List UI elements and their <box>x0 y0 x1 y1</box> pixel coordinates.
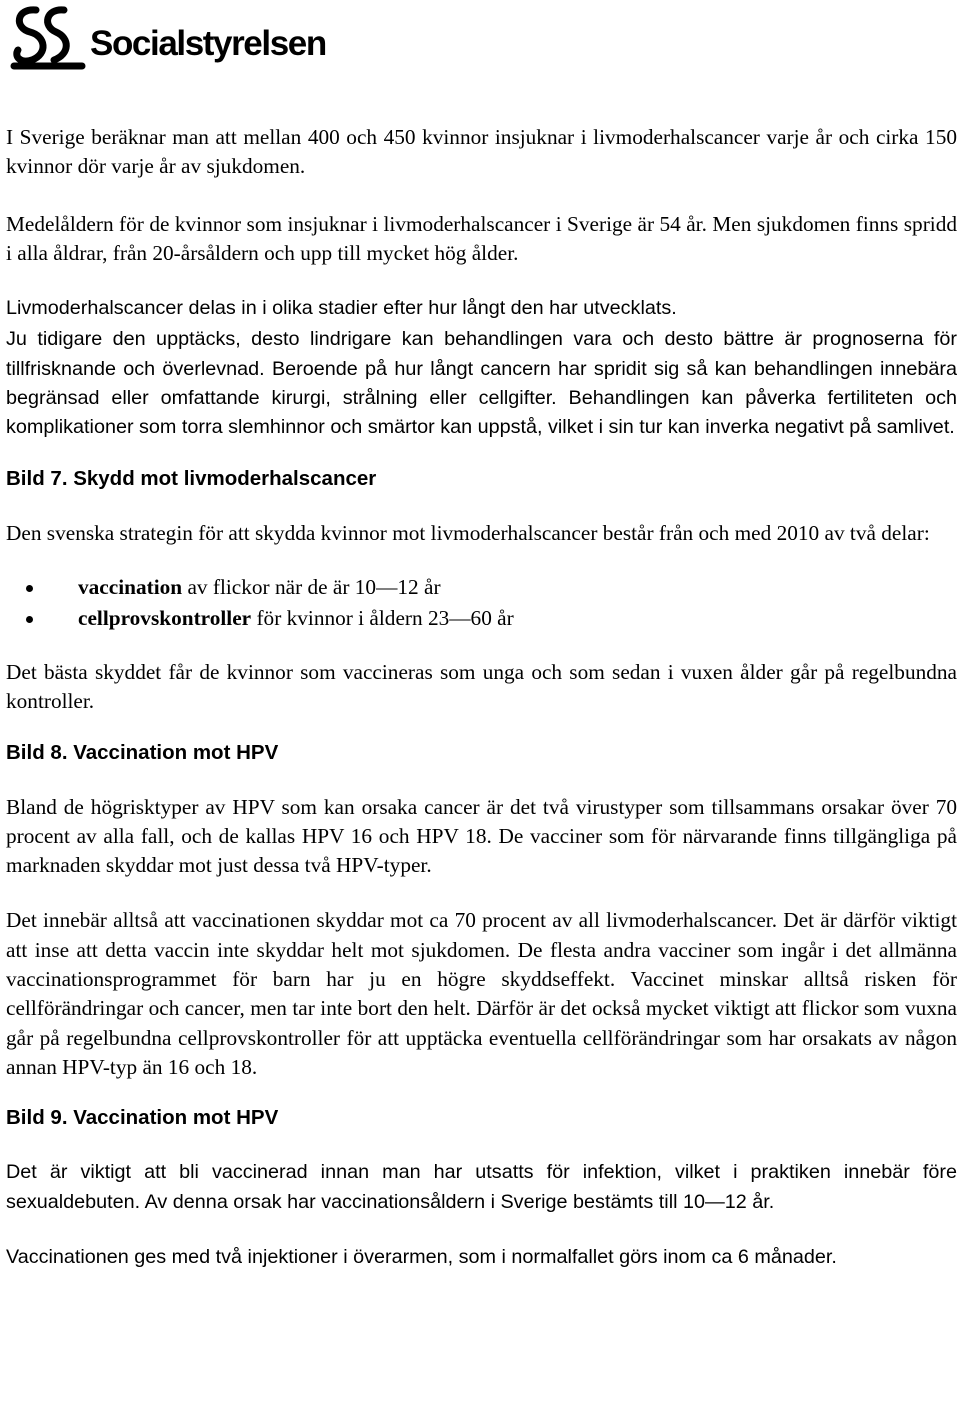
heading-bild-8: Bild 8. Vaccination mot HPV <box>6 740 279 764</box>
bullet-icon <box>26 585 33 592</box>
paragraph-vaccination-age: Det är viktigt att bli vaccinerad innan man har utsatts för infektion, vilket i praktiken innebär före sexualdebuten. Av denna orsak har vaccinationsåldern i Sverige bestämts till 10—12 år. <box>6 1161 957 1213</box>
brand-name: Socialstyrelsen <box>90 24 326 63</box>
list-item-text: för kvinnor i åldern 23—60 år <box>251 605 514 630</box>
paragraph-hpv-types: Bland de högrisktyper av HPV som kan orsaka cancer är det två virustyper som tillsammans orsakar över 70 procent av alla fall, och de kallas HPV 16 och HPV 18. De vacciner som för närvarande finns tillgängliga på marknaden skyddar mot just dessa två HPV-typer. <box>6 794 957 878</box>
heading-bild-9: Bild 9. Vaccination mot HPV <box>6 1106 279 1130</box>
paragraph-injections: Vaccinationen ges med två injektioner i överarmen, som i normalfallet görs inom ca 6 månader. <box>6 1245 837 1268</box>
paragraph-median-age: Medelåldern för de kvinnor som insjuknar i livmoderhalscancer i Sverige är 54 år. Men sjukdomen finns spridd i alla åldrar, från 20-årsåldern och upp till mycket hög ålder. <box>6 211 957 265</box>
socialstyrelsen-emblem-icon <box>6 2 86 74</box>
heading-bild-7: Bild 7. Skydd mot livmoderhalscancer <box>6 466 377 490</box>
paragraph-best-protection: Det bästa skyddet får de kvinnor som vaccineras som unga och som sedan i vuxen ålder går på regelbundna kontroller. <box>6 659 957 714</box>
paragraph-treatment: Ju tidigare den upptäcks, desto lindrigare kan behandlingen vara och desto bättre är prognoserna för tillfrisknande och överlevnad. Beroende på hur långt cancern har spridit sig så kan behandlingen innebära begränsad eller omfattande kirurgi, strålning eller cellgifter. Behandlingen kan påverka fertiliteten och komplikationer som torra slemhinnor och smärtor kan uppstå, vilket i sin tur kan inverka negativt på samlivet. <box>6 328 957 439</box>
paragraph-incidence: I Sverige beräknar man att mellan 400 och 450 kvinnor insjuknar i livmoderhalscancer varje år och cirka 150 kvinnor dör varje år av sjukdomen. <box>6 125 957 179</box>
paragraph-strategy: Den svenska strategin för att skydda kvinnor mot livmoderhalscancer består från och med 2010 av två delar: <box>6 520 930 545</box>
list-item-text: av flickor när de är 10—12 år <box>182 574 441 599</box>
document-body <box>6 123 957 1272</box>
socialstyrelsen-logo <box>6 2 351 74</box>
bullet-icon <box>26 616 33 623</box>
paragraph-vaccine-effect: Det innebär alltså att vaccinationen skyddar mot ca 70 procent av all livmoderhalscancer. Det är därför viktigt att inse att detta vaccin inte skyddar helt mot sjukdomen. De flesta andra vacciner som ingår i det allmänna vaccinationsprogrammet för barn har ju en högre skyddseffekt. Vaccinet minskar alltså risken för cellförändringar och cancer, men tar inte bort den helt. Därför är det också mycket viktigt att flickor som vuxna går på regelbundna cellprovskontroller för att upptäcka eventuella cellförändringar som har orsakats av någon annan HPV-typ än 16 och 18. <box>6 908 957 1079</box>
list-item-term: vaccination <box>78 574 183 599</box>
protection-list <box>6 572 957 634</box>
list-item-term: cellprovskontroller <box>78 605 252 630</box>
list-item <box>6 572 957 603</box>
paragraph-stages: Livmoderhalscancer delas in i olika stadier efter hur långt den har utvecklats. <box>6 297 677 320</box>
list-item <box>6 603 957 634</box>
